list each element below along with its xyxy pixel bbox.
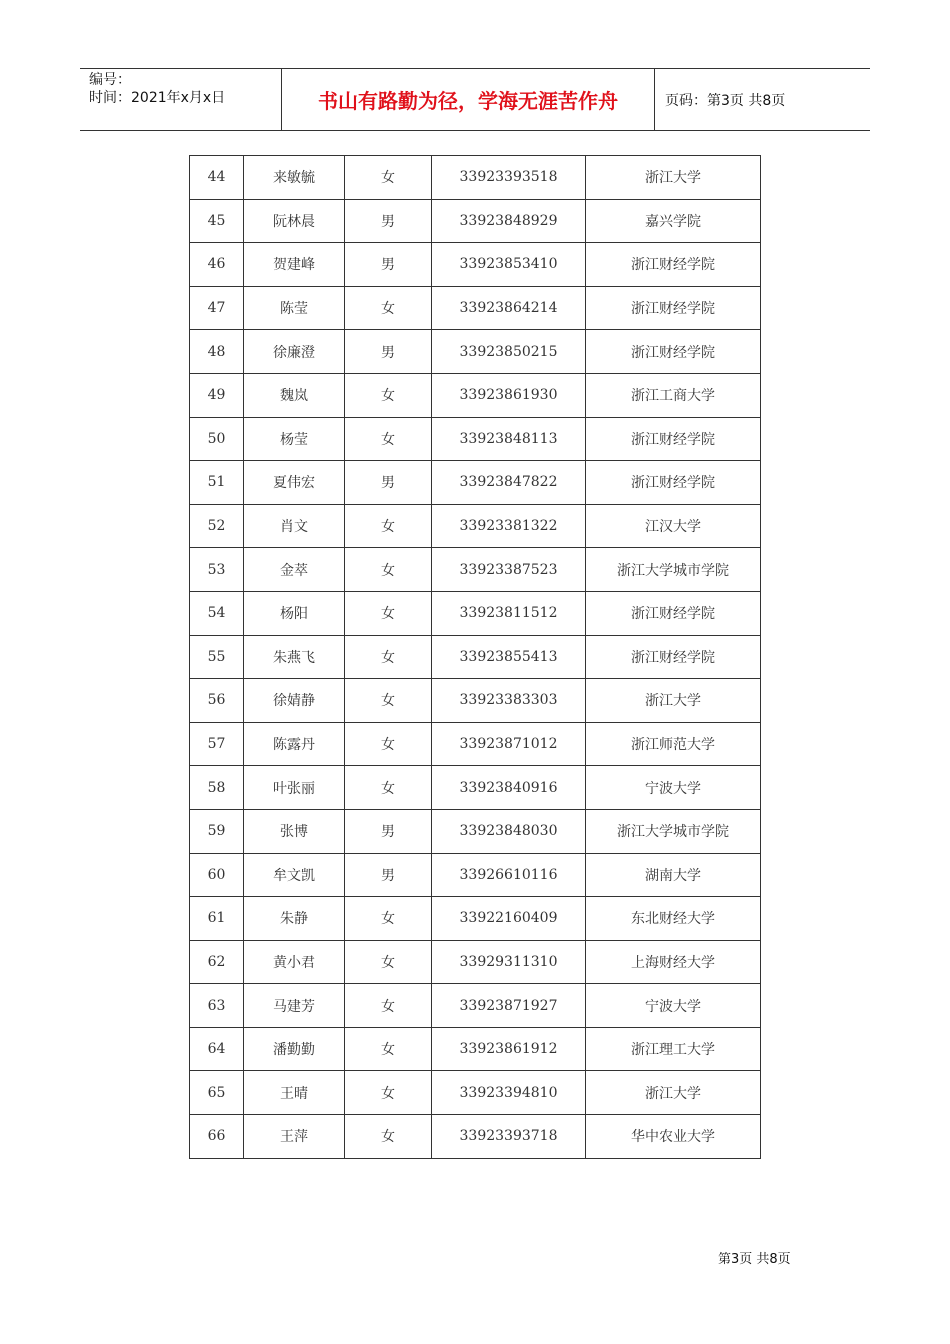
row-number: 50 (190, 417, 244, 461)
student-school: 浙江大学城市学院 (586, 809, 761, 853)
row-number: 58 (190, 766, 244, 810)
student-name: 来敏毓 (244, 156, 345, 200)
row-number: 64 (190, 1027, 244, 1071)
page-header (80, 68, 870, 131)
row-number: 59 (190, 809, 244, 853)
table-row (190, 809, 761, 853)
student-id: 33923855413 (432, 635, 586, 679)
student-name: 王晴 (244, 1071, 345, 1115)
table-row (190, 635, 761, 679)
row-number: 48 (190, 330, 244, 374)
student-gender: 男 (345, 461, 432, 505)
header-meta (80, 69, 282, 130)
table-row (190, 897, 761, 941)
student-gender: 女 (345, 897, 432, 941)
row-number: 46 (190, 243, 244, 287)
student-gender: 女 (345, 1027, 432, 1071)
student-id: 33929311310 (432, 940, 586, 984)
student-id: 33923393718 (432, 1115, 586, 1159)
student-gender: 女 (345, 548, 432, 592)
student-name: 杨莹 (244, 417, 345, 461)
row-number: 54 (190, 591, 244, 635)
student-school: 浙江大学 (586, 156, 761, 200)
row-number: 57 (190, 722, 244, 766)
student-id: 33923848929 (432, 199, 586, 243)
student-gender: 男 (345, 330, 432, 374)
student-id: 33926610116 (432, 853, 586, 897)
table-row (190, 156, 761, 200)
student-school: 浙江理工大学 (586, 1027, 761, 1071)
student-gender: 男 (345, 199, 432, 243)
student-gender: 男 (345, 853, 432, 897)
student-gender: 女 (345, 286, 432, 330)
student-id: 33922160409 (432, 897, 586, 941)
row-number: 65 (190, 1071, 244, 1115)
row-number: 47 (190, 286, 244, 330)
student-id: 33923847822 (432, 461, 586, 505)
number-label: 编号： (89, 72, 131, 88)
student-school: 嘉兴学院 (586, 199, 761, 243)
table-row (190, 330, 761, 374)
student-gender: 女 (345, 1115, 432, 1159)
time-label: 时间：2021年x月x日 (89, 90, 226, 106)
footer-page-number: 第3页 共8页 (718, 1252, 791, 1267)
student-name: 王萍 (244, 1115, 345, 1159)
student-gender: 女 (345, 722, 432, 766)
student-gender: 女 (345, 373, 432, 417)
student-school: 浙江大学城市学院 (586, 548, 761, 592)
student-id: 33923871012 (432, 722, 586, 766)
table-row (190, 417, 761, 461)
student-name: 朱静 (244, 897, 345, 941)
student-school: 华中农业大学 (586, 1115, 761, 1159)
roster-table-body (190, 156, 761, 1159)
student-id: 33923853410 (432, 243, 586, 287)
row-number: 53 (190, 548, 244, 592)
student-id: 33923387523 (432, 548, 586, 592)
row-number: 51 (190, 461, 244, 505)
student-name: 陈莹 (244, 286, 345, 330)
student-school: 浙江财经学院 (586, 330, 761, 374)
table-row (190, 461, 761, 505)
student-name: 徐婧静 (244, 679, 345, 723)
student-gender: 女 (345, 679, 432, 723)
table-row (190, 722, 761, 766)
student-name: 阮林晨 (244, 199, 345, 243)
table-row (190, 199, 761, 243)
student-gender: 女 (345, 984, 432, 1028)
student-id: 33923848113 (432, 417, 586, 461)
student-id: 33923381322 (432, 504, 586, 548)
student-id: 33923861930 (432, 373, 586, 417)
student-name: 徐廉澄 (244, 330, 345, 374)
student-school: 宁波大学 (586, 984, 761, 1028)
table-row (190, 591, 761, 635)
student-id: 33923394810 (432, 1071, 586, 1115)
header-page-label: 页码：第3页 共8页 (665, 92, 786, 109)
student-gender: 女 (345, 504, 432, 548)
student-gender: 男 (345, 243, 432, 287)
table-row (190, 1027, 761, 1071)
student-id: 33923811512 (432, 591, 586, 635)
student-name: 牟文凯 (244, 853, 345, 897)
student-name: 夏伟宏 (244, 461, 345, 505)
row-number: 52 (190, 504, 244, 548)
student-id: 33923871927 (432, 984, 586, 1028)
row-number: 66 (190, 1115, 244, 1159)
student-id: 33923850215 (432, 330, 586, 374)
table-row (190, 766, 761, 810)
row-number: 44 (190, 156, 244, 200)
row-number: 56 (190, 679, 244, 723)
student-school: 浙江财经学院 (586, 591, 761, 635)
table-row (190, 1071, 761, 1115)
row-number: 60 (190, 853, 244, 897)
student-gender: 女 (345, 766, 432, 810)
student-school: 浙江财经学院 (586, 417, 761, 461)
student-name: 金萃 (244, 548, 345, 592)
student-school: 浙江财经学院 (586, 461, 761, 505)
student-school: 浙江财经学院 (586, 243, 761, 287)
student-name: 魏岚 (244, 373, 345, 417)
table-row (190, 504, 761, 548)
student-gender: 女 (345, 417, 432, 461)
row-number: 45 (190, 199, 244, 243)
student-id: 33923383303 (432, 679, 586, 723)
roster-table (189, 155, 761, 1159)
table-row (190, 286, 761, 330)
student-id: 33923848030 (432, 809, 586, 853)
row-number: 62 (190, 940, 244, 984)
student-name: 肖文 (244, 504, 345, 548)
student-name: 马建芳 (244, 984, 345, 1028)
row-number: 49 (190, 373, 244, 417)
student-name: 叶张丽 (244, 766, 345, 810)
student-name: 杨阳 (244, 591, 345, 635)
table-row (190, 940, 761, 984)
student-id: 33923861912 (432, 1027, 586, 1071)
table-row (190, 1115, 761, 1159)
student-id: 33923840916 (432, 766, 586, 810)
row-number: 61 (190, 897, 244, 941)
student-school: 浙江大学 (586, 1071, 761, 1115)
student-id: 33923864214 (432, 286, 586, 330)
header-motto: 书山有路勤为径，学海无涯苦作舟 (282, 69, 655, 130)
student-name: 贺建峰 (244, 243, 345, 287)
student-school: 湖南大学 (586, 853, 761, 897)
table-row (190, 373, 761, 417)
row-number: 55 (190, 635, 244, 679)
student-gender: 女 (345, 591, 432, 635)
student-name: 陈露丹 (244, 722, 345, 766)
student-school: 浙江财经学院 (586, 286, 761, 330)
student-school: 浙江师范大学 (586, 722, 761, 766)
student-name: 朱燕飞 (244, 635, 345, 679)
student-gender: 女 (345, 635, 432, 679)
student-id: 33923393518 (432, 156, 586, 200)
student-gender: 女 (345, 940, 432, 984)
student-gender: 男 (345, 809, 432, 853)
student-school: 江汉大学 (586, 504, 761, 548)
table-row (190, 984, 761, 1028)
table-row (190, 243, 761, 287)
student-school: 浙江大学 (586, 679, 761, 723)
student-gender: 女 (345, 1071, 432, 1115)
student-school: 宁波大学 (586, 766, 761, 810)
table-row (190, 548, 761, 592)
student-school: 东北财经大学 (586, 897, 761, 941)
student-gender: 女 (345, 156, 432, 200)
table-row (190, 853, 761, 897)
row-number: 63 (190, 984, 244, 1028)
student-school: 浙江财经学院 (586, 635, 761, 679)
student-school: 浙江工商大学 (586, 373, 761, 417)
student-name: 潘勤勤 (244, 1027, 345, 1071)
student-name: 张博 (244, 809, 345, 853)
table-row (190, 679, 761, 723)
student-school: 上海财经大学 (586, 940, 761, 984)
student-name: 黄小君 (244, 940, 345, 984)
